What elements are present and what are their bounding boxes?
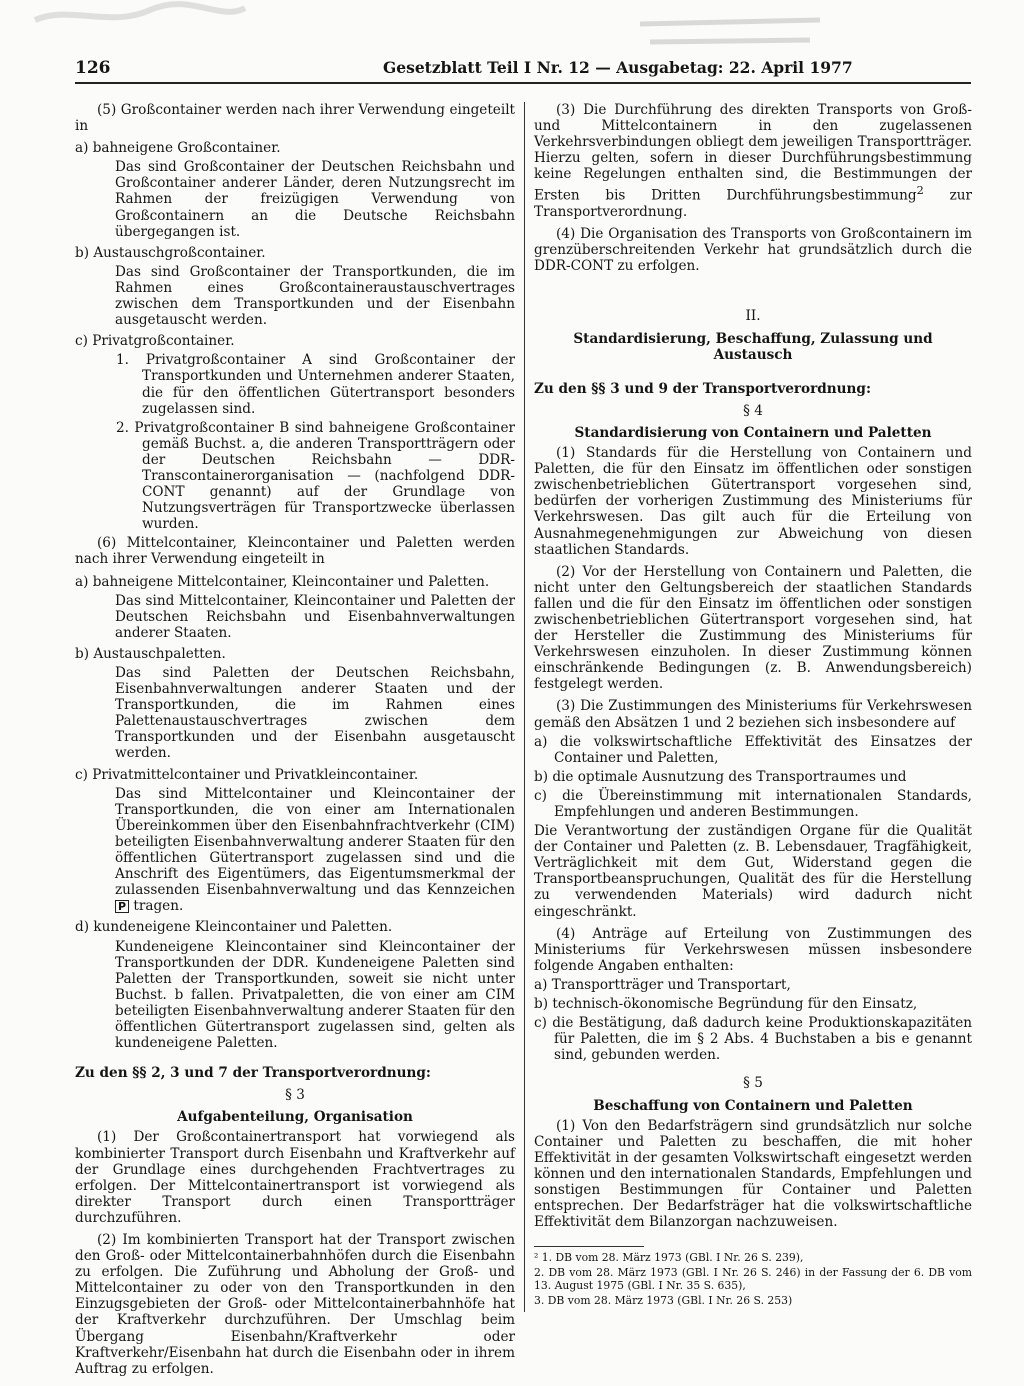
para5-title: Beschaffung von Containern und Paletten [593,1097,913,1114]
chapter-number: II. [745,308,761,325]
left-column [75,102,515,1383]
p6c-tail: tragen. [133,898,184,915]
section-ref-left: Zu den §§ 2, 3 und 7 der Transportverordnung: [75,1065,431,1082]
p6-intro: (6) Mittelcontainer, Kleincontainer und Paletten werden nach ihrer Verwendung eingeteilt in [75,535,515,568]
para4-p3: (3) Die Zustimmungen des Ministeriums für Verkehrswesen gemäß den Absätzen 1 und 2 beziehen sich insbesondere auf [534,698,972,731]
p6c-text [75,786,515,915]
para4-p3a: a) die volkswirtschaftliche Effektivität des Einsatzes der Container und Paletten, [534,733,972,766]
para4-p1: (1) Standards für die Herstellung von Containern und Paletten, die für den Einsatz im öffentlichen oder sonstigen zwischenbetrieblichen Gütertransport vorgesehen sind, bedürfen der vorherigen Zustimmung des Ministeriums für Verkehrswesen. Das gilt auch für die Erteilung von Ausnahmegenehmigungen zur Abweichung von diesen staatlichen Standards. [534,445,972,558]
column-divider [524,102,525,1312]
para3-p2: (2) Im kombinierten Transport hat der Transport zwischen den Groß- oder Mittelcontainerbahnhöfen durch die Eisenbahn zu erfolgen. Die Zuführung und Abholung der Groß- und Mittelcontainer zu oder von den Transportkunden in den Einzugsgebieten der Groß- oder Mittelcontainerbahnhöfe hat der Kraftverkehr durchzuführen. Der Umschlag beim Übergang Eisenbahn/Kraftverkehr oder Kraftverkehr/Eisenbahn hat durch die Eisenbahn oder in ihrem Auftrag zu erfolgen. [75,1232,515,1377]
p-mark-icon: P [115,900,129,913]
header-title: Gesetzblatt Teil I Nr. 12 — Ausgabetag: 22. April 1977 [383,58,853,77]
para5-number: § 5 [743,1075,763,1092]
p5b-label: b) Austauschgroßcontainer. [75,244,266,261]
para4-p3-after: Die Verantwortung der zuständigen Organe für die Qualität der Container und Paletten (z. B. Lebensdauer, Tragfähigkeit, Verträglichkeit mit dem Gut, Widerstand gegen die Transportbeanspruchungen, Qualität des für die Herstellung zu verwendenden Materials) wird dadurch nicht eingeschränkt. [534,823,972,920]
p6d-label: d) kundeneigene Kleincontainer und Paletten. [75,919,393,936]
chapter-title: Standardisierung, Beschaffung, Zulassung und Austausch [573,330,933,363]
para4-number: § 4 [743,402,763,419]
p6b-text: Das sind Paletten der Deutschen Reichsbahn, Eisenbahnverwaltungen anderer Staaten und der Transportkunden, die im Rahmen eines Palettenaustauschvertrages zwischen dem Transportkunden und der Eisenbahn ausgetauscht werden. [115,665,515,762]
scan-smudge [30,0,250,30]
para3-p3-body: (3) Die Durchführung des direkten Transports von Groß- und Mittelcontainern in den zugelassenen Verkehrsverbindungen obliegt dem jeweiligen Transportträger. Hierzu gelten, sofern in dieser Durchführungsbestimmung keine Regelungen enthalten sind, die Bestimmungen der Ersten bis Dritten Durchführungsbestimmung [534,102,972,204]
para3-number: § 3 [285,1087,305,1104]
footnote-line: 2. DB vom 28. März 1973 (GBl. I Nr. 26 S. 246) in der Fassung der 6. DB vom 13. August 1975 (GBl. I Nr. 35 S. 635), [534,1266,972,1293]
footnote-line: 3. DB vom 28. März 1973 (GBl. I Nr. 26 S. 253) [534,1294,793,1308]
section-ref-right: Zu den §§ 3 und 9 der Transportverordnung: [534,380,871,397]
page-number: 126 [75,58,111,78]
page-header [75,58,971,84]
p5c-label: c) Privatgroßcontainer. [75,333,235,350]
para5-p1: (1) Von den Bedarfsträgern sind grundsätzlich nur solche Container und Paletten zu beschaffen, die mit hoher Effektivität in der gesamten Volkswirtschaft eingesetzt werden können und den internationalen Standards, Empfehlungen und sonstigen Bestimmungen für Container und Paletten entsprechen. Der Bedarfsträger hat die volkswirtschaftliche Effektivität dem Bilanzorgan nachzuweisen. [534,1117,972,1231]
p5c1-text: 1. Privatgroßcontainer A sind Großcontainer der Transportkunden und Unternehmen anderer Staaten, die für den öffentlichen Gütertransport besonders zugelassen sind. [116,352,515,417]
p5c2-text: 2. Privatgroßcontainer B sind bahneigene Großcontainer gemäß Buchst. a, die anderen Transportträgern oder der Deutschen Reichsbahn — DDR-Transcontainerorganisation — (nachfolgend DDR-CONT genannt) auf der Grundlage von Nutzungsverträgen für Transportzwecke überlassen wurden. [116,419,515,533]
p5-intro: (5) Großcontainer werden nach ihrer Verwendung eingeteilt in [75,102,515,135]
p6c-label: c) Privatmittelcontainer und Privatkleincontainer. [75,766,419,783]
p6a-text: Das sind Mittelcontainer, Kleincontainer und Paletten der Deutschen Reichsbahn und Eisenbahnverwaltungen anderer Staaten. [115,592,515,641]
para3-p3-tail: zur Transportverordnung. [534,188,972,221]
faded-stamp [630,6,830,54]
p5a-label: a) bahneigene Großcontainer. [75,140,281,157]
para3-title: Aufgabenteilung, Organisation [177,1109,413,1126]
para4-p4: (4) Anträge auf Erteilung von Zustimmungen des Ministeriums für Verkehrswesen müssen insbesondere folgende Angaben enthalten: [534,925,972,974]
p6a-label: a) bahneigene Mittelcontainer, Kleincontainer und Paletten. [75,573,490,590]
footnote-ref-2: 2 [916,183,924,198]
para3-p4: (4) Die Organisation des Transports von Großcontainern im grenzüberschreitenden Verkehr hat grundsätzlich durch die DDR-CONT zu erfolgen. [534,226,972,275]
para3-p3 [534,102,972,220]
para4-p3c: c) die Übereinstimmung mit internationalen Standards, Empfehlungen und anderen Bestimmungen. [534,787,972,820]
footnote-line: ² 1. DB vom 28. März 1973 (GBl. I Nr. 26 S. 239), [534,1251,804,1265]
p6b-label: b) Austauschpaletten. [75,645,226,662]
para4-p3b: b) die optimale Ausnutzung des Transportraumes und [534,768,907,785]
para4-p2: (2) Vor der Herstellung von Containern und Paletten, die nicht unter den Geltungsbereich der staatlichen Standards fallen und die für den Einsatz im öffentlichen oder sonstigen zwischenbetrieblichen Gütertransport vorgesehen sind, hat der Hersteller die Zustimmung des Ministeriums für Verkehrswesen einzuholen. In dieser Zustimmung können einschränkende Bedingungen (z. B. Anwendungsbereich) festgelegt werden. [534,563,972,693]
p5b-text: Das sind Großcontainer der Transportkunden, die im Rahmen eines Großcontaineraustauschvertrages zwischen dem Transportkunden und der Eisenbahn ausgetauscht werden. [115,263,515,329]
para4-title: Standardisierung von Containern und Paletten [574,424,932,441]
footnote-rule [534,1246,644,1247]
para4-p4a: a) Transportträger und Transportart, [534,976,791,993]
para4-p4c: c) die Bestätigung, daß dadurch keine Produktionskapazitäten für Paletten, die im § 2 Abs. 4 Buchstaben a bis e genannt sind, gebunden werden. [534,1015,972,1064]
para3-p1: (1) Der Großcontainertransport hat vorwiegend als kombinierter Transport durch Eisenbahn und Kraftverkehr auf der Grundlage eines durchgehenden Frachtvertrages zu erfolgen. Der Mittelcontainertransport ist vorwiegend als direkter Transport durch einen Transportträger durchzuführen. [75,1129,515,1226]
p5a-text: Das sind Großcontainer der Deutschen Reichsbahn und Großcontainer anderer Länder, deren Nutzungsrecht im Rahmen der freizügigen Verwendung von Großcontainern an die Deutsche Reichsbahn übergegangen ist. [115,159,515,240]
para4-p4b: b) technisch-ökonomische Begründung für den Einsatz, [534,996,918,1013]
p6d-text: Kundeneigene Kleincontainer sind Kleincontainer der Transportkunden der DDR. Kundeneigene Paletten sind Paletten der Transportkunden, soweit sie nicht unter Buchst. b fallen. Privatpaletten, die von einer am CIM beteiligten Eisenbahnverwaltung anderer Staaten für den öffentlichen Gütertransport zugelassen sind, gelten als kundeneigene Paletten. [115,938,515,1052]
p6c-text-body: Das sind Mittelcontainer und Kleincontainer der Transportkunden, die von einer am Internationalen Übereinkommen über den Eisenbahnfrachtverkehr (CIM) beteiligten Eisenbahnverwaltung anderer Staaten für den öffentlichen Gütertransport zugelassen sind und die Anschrift des Eigentümers, das Eigentumsmerkmal der zulassenden Eisenbahnverwaltung und das Kennzeichen [115,785,515,899]
right-column [534,102,972,1309]
